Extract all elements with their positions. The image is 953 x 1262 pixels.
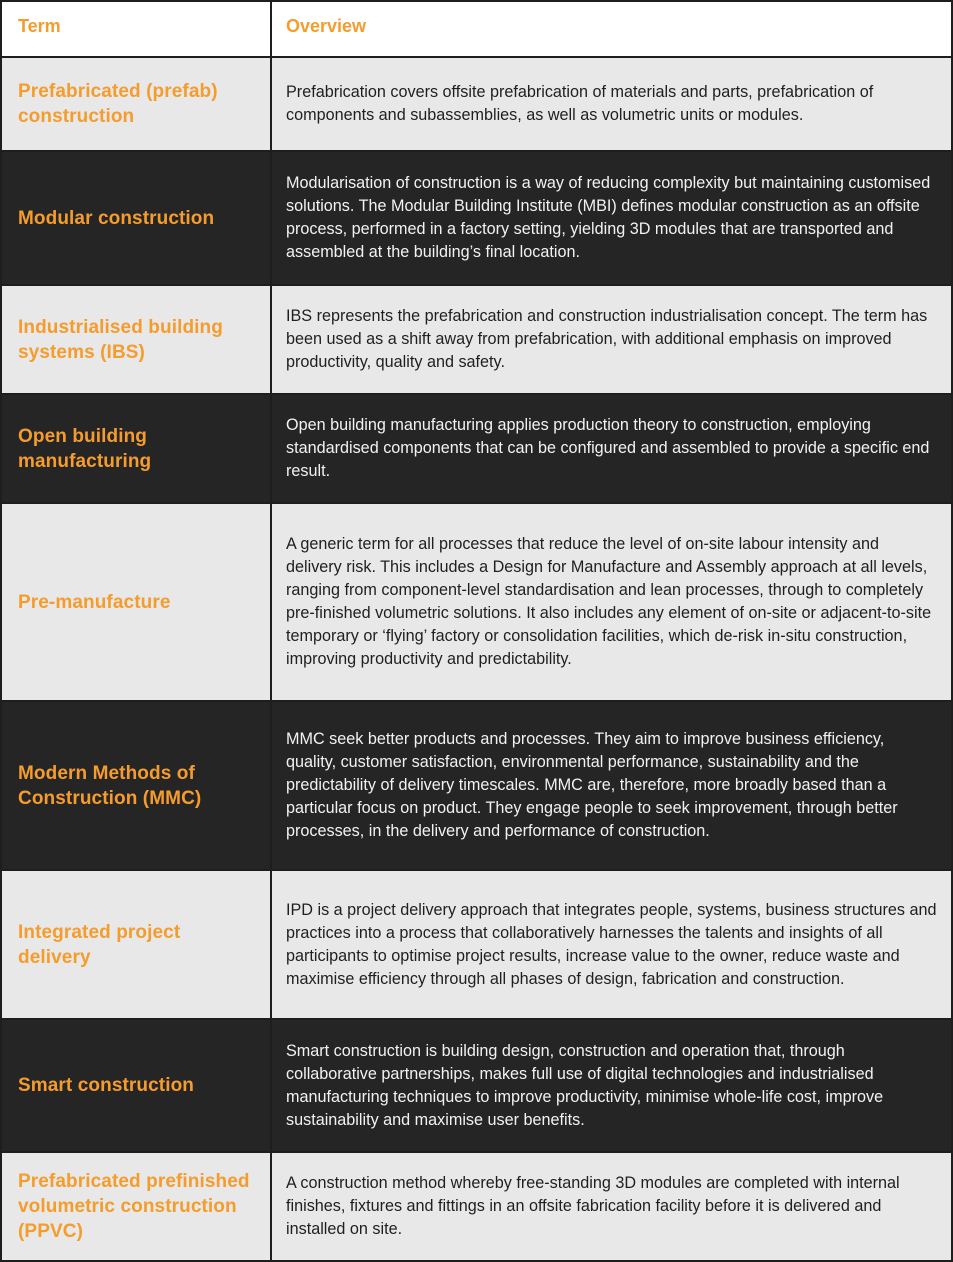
overview-cell bbox=[270, 502, 953, 702]
term-cell bbox=[0, 150, 272, 286]
overview-cell bbox=[270, 393, 953, 504]
overview-cell bbox=[270, 1018, 953, 1153]
term-cell bbox=[0, 1151, 272, 1262]
overview-cell bbox=[270, 700, 953, 871]
term-cell bbox=[0, 502, 272, 702]
table-row bbox=[0, 284, 953, 395]
term-label: Industrialised building systems (IBS) bbox=[18, 316, 223, 363]
term-cell bbox=[0, 1018, 272, 1153]
overview-text: MMC seek better products and processes. They aim to improve business efficiency, quality, customer satisfaction, environmental performance, sustainability and the predictability of delivery timescales. MMC are, therefore, more broadly based than a particular focus on product. They engage people to seek improvement, through better processes, in the delivery and performance of construction. bbox=[286, 730, 898, 840]
overview-text: Prefabrication covers offsite prefabrication of materials and parts, prefabrication of components and subassemblies, as well as volumetric units or modules. bbox=[286, 83, 874, 124]
overview-text: IPD is a project delivery approach that integrates people, systems, business structures and practices into a process that collaboratively harnesses the talents and insights of all participants to optimise project results, increase value to the owner, reduce waste and maximise efficiency through all phases of design, fabrication and construction. bbox=[286, 900, 937, 988]
overview-cell bbox=[270, 56, 953, 152]
term-label: Smart construction bbox=[18, 1075, 194, 1096]
term-label: Prefabricated prefinished volumetric construction (PPVC) bbox=[18, 1171, 250, 1242]
header-overview-cell bbox=[270, 0, 953, 58]
overview-text: IBS represents the prefabrication and construction industrialisation concept. The term has been used as a shift away from prefabrication, with additional emphasis on improved productivity, quality and safety. bbox=[286, 307, 928, 371]
overview-cell bbox=[270, 869, 953, 1020]
table-row bbox=[0, 502, 953, 702]
header-overview-label: Overview bbox=[286, 16, 367, 36]
term-cell bbox=[0, 700, 272, 871]
header-term-label: Term bbox=[18, 16, 61, 36]
header-term-cell bbox=[0, 0, 272, 58]
overview-cell bbox=[270, 284, 953, 395]
overview-text: A generic term for all processes that reduce the level of on-site labour intensity and delivery risk. This includes a Design for Manufacture and Assembly approach at all levels, ranging from component-level standardisation and lean processes, through to completely pre-finished volumetric solutions. It also includes any element of on-site or adjacent-to-site temporary or ‘flying’ factory or consolidation facilities, which de-risk in-situ construction, improving productivity and predictability. bbox=[286, 535, 932, 668]
table-row bbox=[0, 1151, 953, 1262]
term-label: Prefabricated (prefab) construction bbox=[18, 81, 218, 127]
table-row bbox=[0, 700, 953, 871]
term-label: Open building manufacturing bbox=[18, 425, 152, 472]
term-cell bbox=[0, 869, 272, 1020]
table-row bbox=[0, 150, 953, 286]
term-cell bbox=[0, 393, 272, 504]
term-cell bbox=[0, 284, 272, 395]
term-cell bbox=[0, 56, 272, 152]
table-row bbox=[0, 56, 953, 152]
overview-text: A construction method whereby free-standing 3D modules are completed with internal finishes, fixtures and fittings in an offsite fabrication facility before it is delivered and installed on site. bbox=[286, 1174, 900, 1238]
overview-cell bbox=[270, 150, 953, 286]
table-row bbox=[0, 869, 953, 1020]
term-label: Modular construction bbox=[18, 207, 215, 229]
term-label: Integrated project delivery bbox=[18, 921, 181, 968]
table-row bbox=[0, 393, 953, 504]
table-row bbox=[0, 1018, 953, 1153]
term-label: Pre-manufacture bbox=[18, 591, 171, 613]
overview-text: Smart construction is building design, construction and operation that, through collaborative partnerships, makes full use of digital technologies and industrialised manufacturing techniques to improve productivity, minimise whole-life cost, improve sustainability and maximise user benefits. bbox=[286, 1041, 884, 1129]
table-header-row bbox=[0, 0, 953, 58]
overview-text: Modularisation of construction is a way of reducing complexity but maintaining customised solutions. The Modular Building Institute (MBI) defines modular construction as an offsite process, performed in a factory setting, yielding 3D modules that are transported and assembled at the building’s final location. bbox=[286, 174, 931, 261]
term-label: Modern Methods of Construction (MMC) bbox=[18, 762, 202, 809]
overview-text: Open building manufacturing applies production theory to construction, employing standardised components that can be configured and assembled to provide a specific end result. bbox=[286, 416, 930, 480]
overview-cell bbox=[270, 1151, 953, 1262]
